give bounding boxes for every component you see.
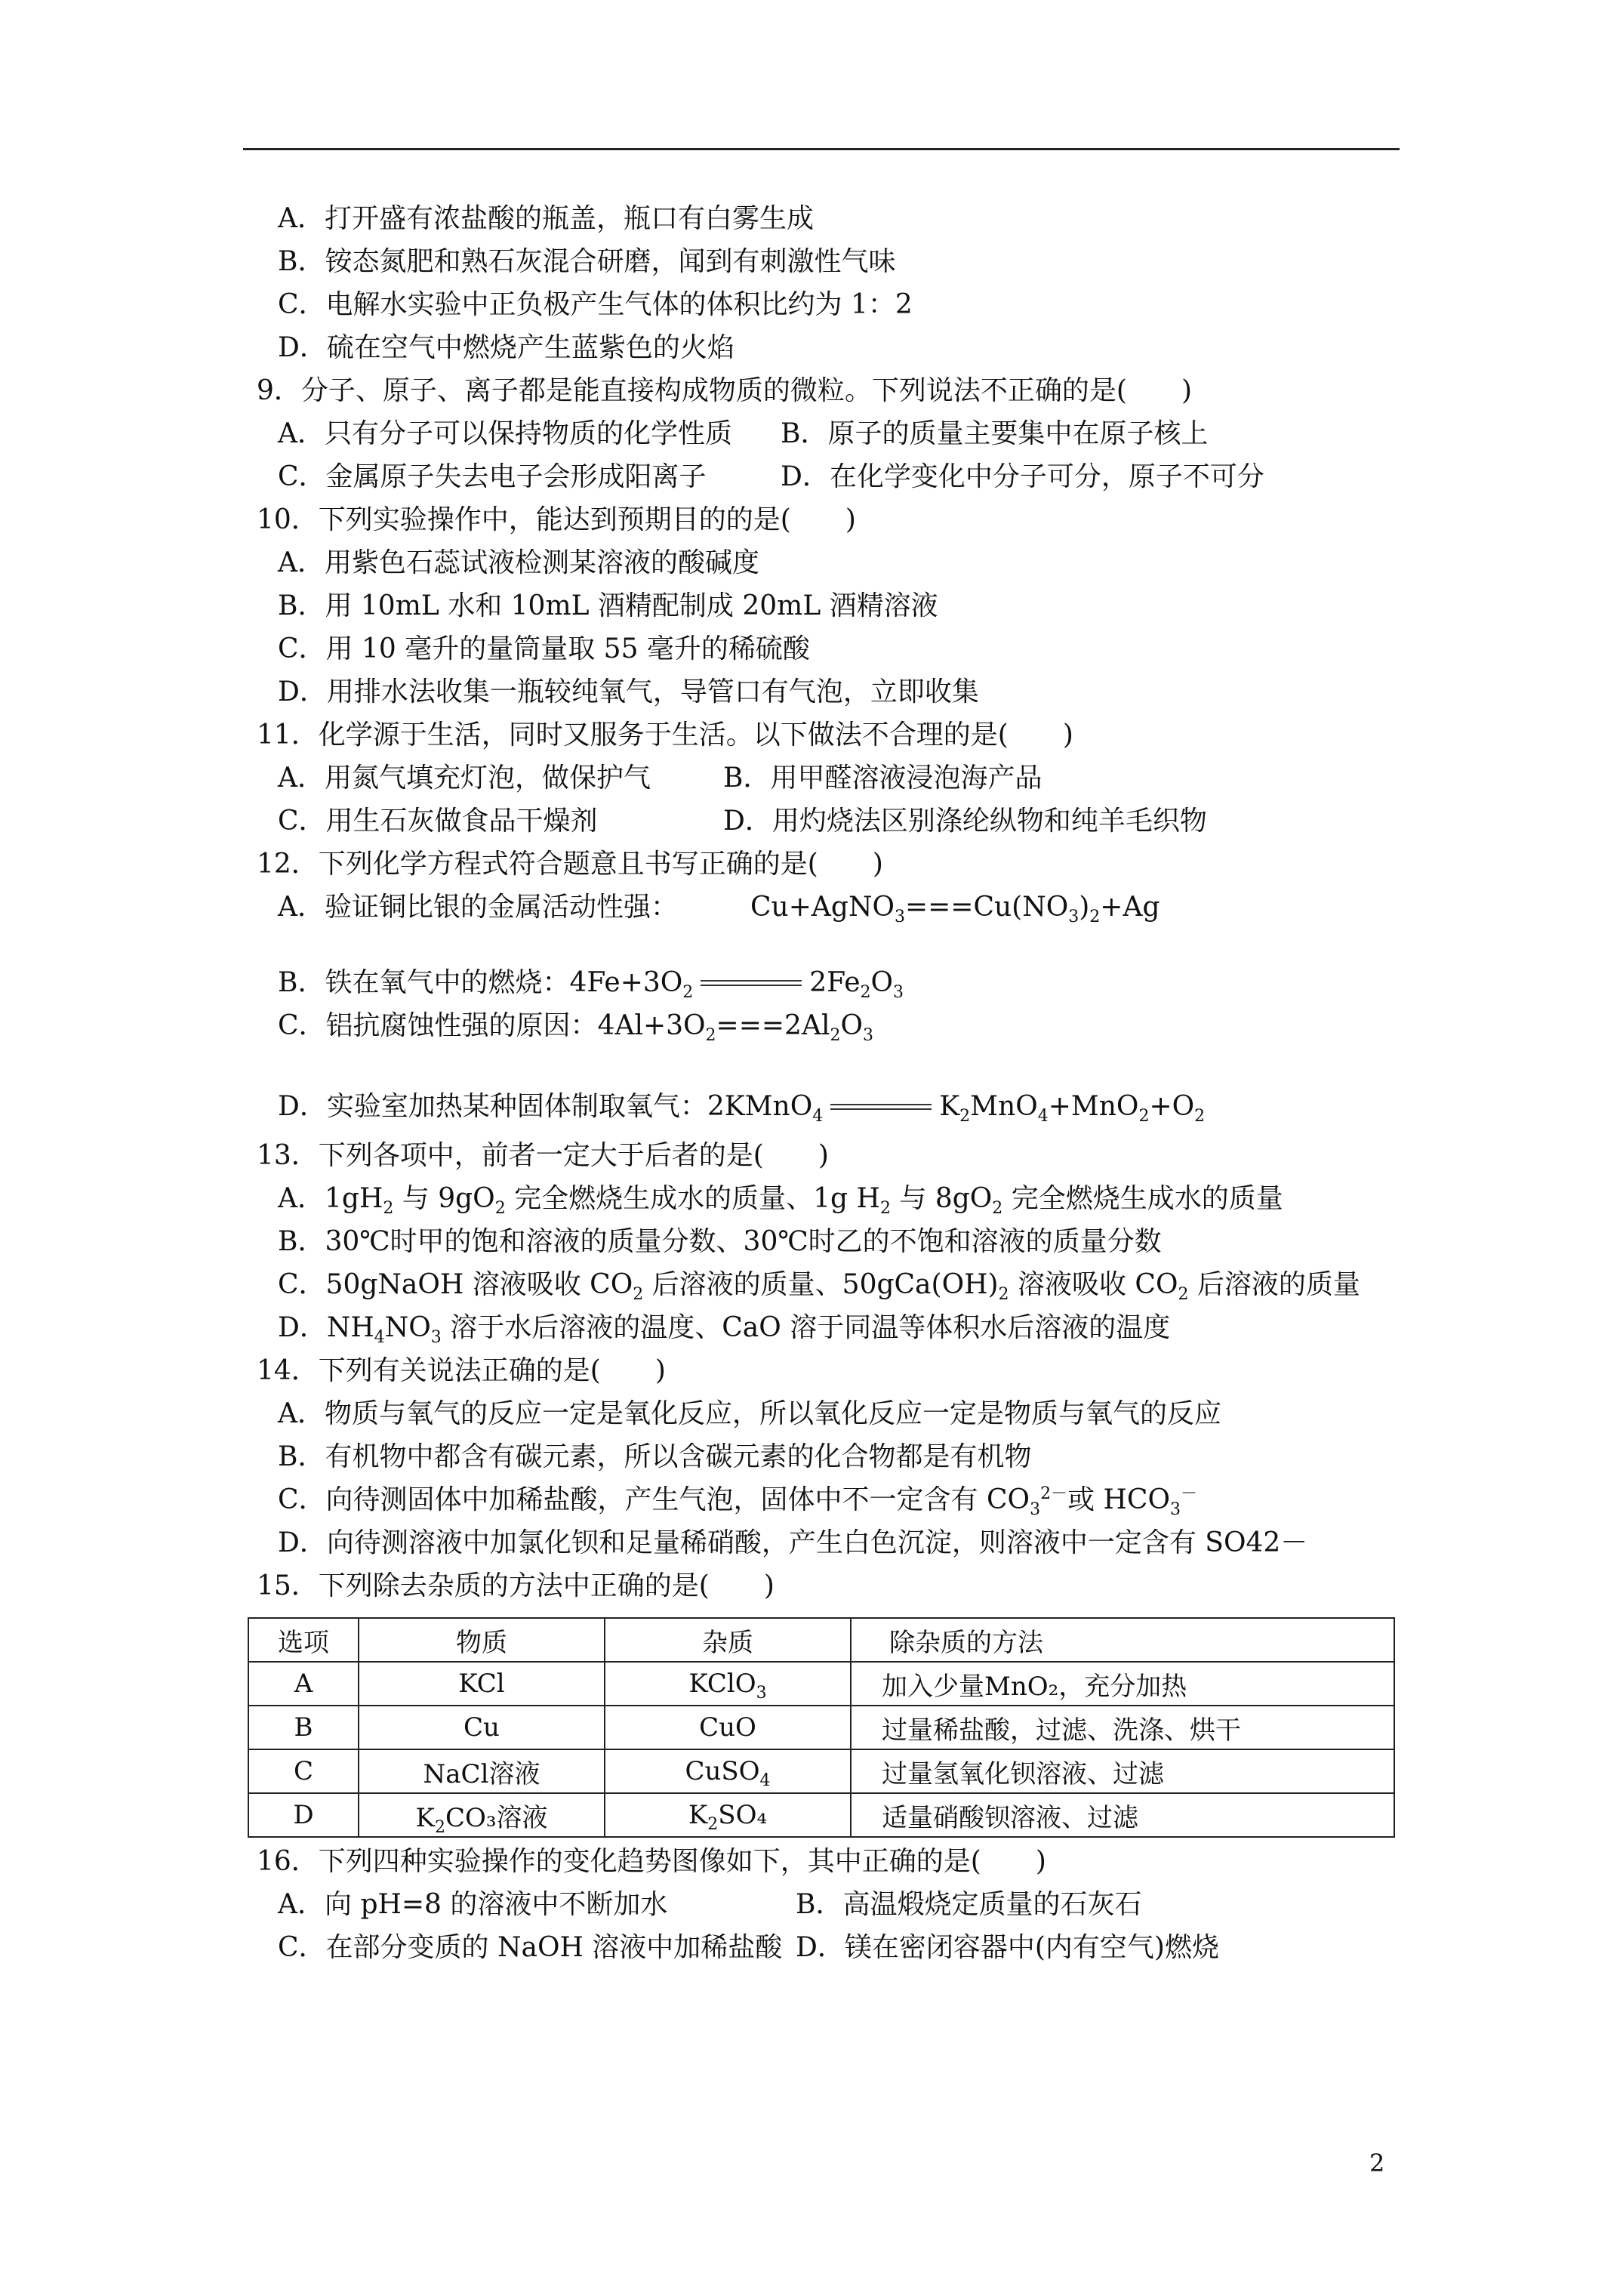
q9-row1 bbox=[278, 418, 1425, 451]
q16-row2 bbox=[278, 1931, 1425, 1965]
q11-option-c: C．用生石灰做食品干燥剂 bbox=[278, 806, 598, 837]
q11-row2 bbox=[278, 805, 1425, 838]
header-method: 除杂质的方法 bbox=[851, 1618, 1394, 1662]
q11-row1 bbox=[278, 762, 1425, 795]
row-impurity: $K_2SO_4$ bbox=[605, 1793, 851, 1837]
q12-option-b bbox=[278, 966, 1425, 1003]
q10-stem: 10．下列实验操作中，能达到预期目的的是( ) bbox=[257, 504, 856, 535]
q13-stem: 13．下列各项中，前者一定大于后者的是( ) bbox=[257, 1140, 829, 1171]
table-row bbox=[248, 1706, 1394, 1749]
row-substance: NaCl溶液 bbox=[359, 1749, 605, 1793]
q16-stem: 16．下列四种实验操作的变化趋势图像如下，其中正确的是( ) bbox=[257, 1846, 1046, 1877]
q12-a-equation: $Cu+AgNO_3===Cu(NO_3)_2+Ag$ bbox=[750, 892, 1160, 927]
q14-option-d: D．向待测溶液中加氯化钡和足量稀硝酸，产生白色沉淀，则溶液中一定含有 SO42－ bbox=[278, 1527, 1308, 1558]
q8-option-d: D．硫在空气中燃烧产生蓝紫色的火焰 bbox=[278, 332, 735, 363]
q15-stem: 15．下列除去杂质的方法中正确的是( ) bbox=[257, 1570, 775, 1601]
q12-option-d bbox=[278, 1090, 1425, 1126]
q9-option-a: A．只有分子可以保持物质的化学性质 bbox=[278, 418, 732, 449]
q12-d-equation: 2KMnO$_4$ $K_2MnO_4+MnO_2+O_2$ bbox=[707, 1091, 1206, 1126]
row-method: 适量硝酸钡溶液、过滤 bbox=[851, 1793, 1394, 1837]
table-row bbox=[248, 1793, 1394, 1837]
q13-option-b: B．30℃时甲的饱和溶液的质量分数、30℃时乙的不饱和溶液的质量分数 bbox=[278, 1226, 1162, 1257]
row-impurity: CuO bbox=[605, 1706, 851, 1749]
header-rule bbox=[243, 148, 1400, 150]
row-impurity: KClO$_3$ bbox=[605, 1662, 851, 1706]
q9-stem: 9．分子、原子、离子都是能直接构成物质的微粒。下列说法不正确的是( ) bbox=[257, 375, 1192, 406]
q12-option-a bbox=[278, 891, 1425, 927]
q10-option-b: B．用 10mL 水和 10mL 酒精配制成 20mL 酒精溶液 bbox=[278, 590, 938, 621]
table-row bbox=[248, 1662, 1394, 1706]
q9-option-d: D．在化学变化中分子可分，原子不可分 bbox=[781, 461, 1264, 492]
q14-option-c: C．向待测固体中加稀盐酸，产生气泡，固体中不一定含有 $CO_3^{2-}$或 $HCO_3^-$ bbox=[278, 1484, 1197, 1520]
q12-b-equation: $4Fe+3O_2$ $2Fe_2O_3$ bbox=[569, 967, 904, 1003]
q13-option-d: D．$NH_4NO_3$ 溶于水后溶液的温度、CaO 溶于同温等体积水后溶液的温度 bbox=[278, 1312, 1171, 1348]
q8-option-b: B．铵态氮肥和熟石灰混合研磨，闻到有刺激性气味 bbox=[278, 246, 896, 277]
q16-option-d: D．镁在密闭容器中(内有空气)燃烧 bbox=[796, 1932, 1219, 1963]
equals-sign-icon bbox=[701, 966, 802, 1000]
q16-row1 bbox=[278, 1888, 1425, 1922]
q11-option-d: D．用灼烧法区别涤纶纵物和纯羊毛织物 bbox=[723, 806, 1207, 837]
q12-option-c bbox=[278, 1009, 1425, 1046]
equals-sign-icon bbox=[830, 1090, 932, 1123]
q12-a-label: A．验证铜比银的金属活动性强： bbox=[278, 892, 678, 923]
q9-option-c: C．金属原子失去电子会形成阳离子 bbox=[278, 461, 707, 492]
row-substance: KCl bbox=[359, 1662, 605, 1706]
q10-option-a: A．用紫色石蕊试液检测某溶液的酸碱度 bbox=[278, 547, 759, 578]
header-option: 选项 bbox=[248, 1618, 359, 1662]
row-method: 过量氢氧化钡溶液、过滤 bbox=[851, 1749, 1394, 1793]
q14-stem: 14．下列有关说法正确的是( ) bbox=[257, 1355, 666, 1386]
q9-row2 bbox=[278, 461, 1425, 494]
row-impurity: CuSO$_4$ bbox=[605, 1749, 851, 1793]
q13-option-a: A．$1gH_2$ 与 $9gO_2$ 完全燃烧生成水的质量、1g $H_2$ 与 $8gO_2$ 完全燃烧生成水的质量 bbox=[278, 1183, 1283, 1219]
table-row bbox=[248, 1749, 1394, 1793]
header-impurity: 杂质 bbox=[605, 1618, 851, 1662]
q12-b-label: B．铁在氧气中的燃烧： bbox=[278, 967, 570, 998]
q12-c-label: C．铝抗腐蚀性强的原因： bbox=[278, 1010, 598, 1041]
q12-c-equation: $4Al+3O_2===2Al_2O_3$ bbox=[597, 1010, 873, 1046]
row-option: B bbox=[248, 1706, 359, 1749]
q11-option-a: A．用氮气填充灯泡，做保护气 bbox=[278, 763, 651, 794]
row-option: D bbox=[248, 1793, 359, 1837]
q12-d-label: D．实验室加热某种固体制取氧气： bbox=[278, 1091, 707, 1122]
q10-option-d: D．用排水法收集一瓶较纯氧气，导管口有气泡，立即收集 bbox=[278, 676, 979, 707]
q11-option-b: B．用甲醛溶液浸泡海产品 bbox=[723, 763, 1042, 794]
row-method: 过量稀盐酸，过滤、洗涤、烘干 bbox=[851, 1706, 1394, 1749]
q14-option-a: A．物质与氧气的反应一定是氧化反应，所以氧化反应一定是物质与氧气的反应 bbox=[278, 1398, 1221, 1429]
row-option: C bbox=[248, 1749, 359, 1793]
row-method: 加入少量MnO₂，充分加热 bbox=[851, 1662, 1394, 1706]
page-number: 2 bbox=[1369, 2149, 1385, 2177]
q8-option-c: C．电解水实验中正负极产生气体的体积比约为 1：2 bbox=[278, 289, 913, 320]
q9-option-b: B．原子的质量主要集中在原子核上 bbox=[781, 418, 1209, 449]
q16-option-a: A．向 pH=8 的溶液中不断加水 bbox=[278, 1889, 668, 1920]
header-substance: 物质 bbox=[359, 1618, 605, 1662]
q11-stem: 11．化学源于生活，同时又服务于生活。以下做法不合理的是( ) bbox=[257, 720, 1073, 750]
row-substance: Cu bbox=[359, 1706, 605, 1749]
q10-option-c: C．用 10 毫升的量筒量取 55 毫升的稀硫酸 bbox=[278, 633, 810, 664]
row-substance: $K_2CO_3$溶液 bbox=[359, 1793, 605, 1837]
q16-option-b: B．高温煅烧定质量的石灰石 bbox=[796, 1889, 1142, 1920]
q15-table bbox=[248, 1617, 1395, 1838]
q14-option-b: B．有机物中都含有碳元素，所以含碳元素的化合物都是有机物 bbox=[278, 1441, 1032, 1472]
q13-option-c: C．50gNaOH 溶液吸收 $CO_2$ 后溶液的质量、$50gCa(OH)_2$ 溶液吸收 $CO_2$ 后溶液的质量 bbox=[278, 1269, 1360, 1305]
row-option: A bbox=[248, 1662, 359, 1706]
q16-option-c: C．在部分变质的 NaOH 溶液中加稀盐酸 bbox=[278, 1932, 783, 1963]
q8-option-a: A．打开盛有浓盐酸的瓶盖，瓶口有白雾生成 bbox=[278, 203, 814, 234]
table-header-row bbox=[248, 1618, 1394, 1662]
q12-stem: 12．下列化学方程式符合题意且书写正确的是( ) bbox=[257, 849, 883, 880]
